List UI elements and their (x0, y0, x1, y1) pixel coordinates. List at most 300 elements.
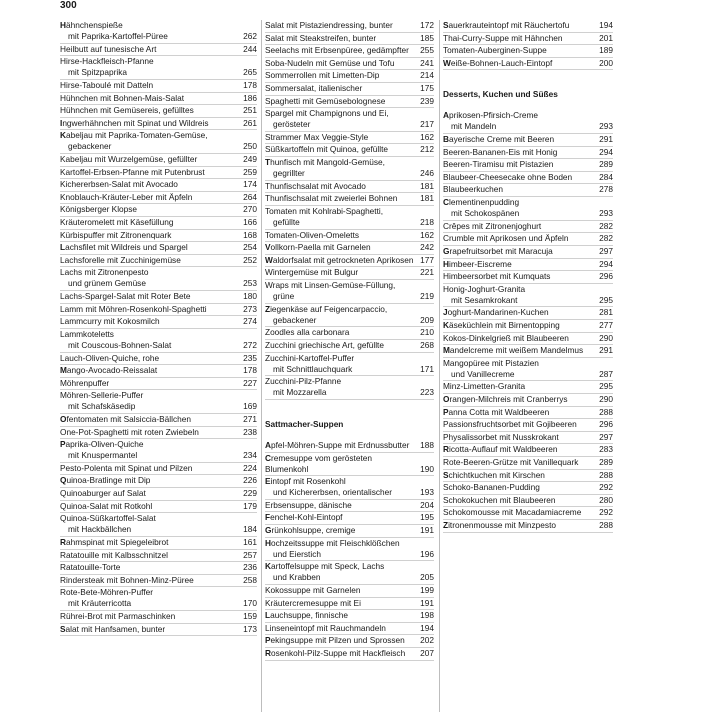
index-entry (60, 378, 257, 391)
entry-title-text: Schoko-Bananen-Pudding (443, 482, 540, 493)
entry-title-text: ähnchenspieße (66, 20, 123, 30)
entry-title-text: ochzeitssuppe mit Fleischklößchen (271, 537, 400, 548)
index-entry (265, 108, 434, 132)
entry-page-number: 188 (420, 439, 434, 450)
entry-title (265, 242, 371, 253)
entry-initial: Z (443, 519, 449, 530)
entry-title (265, 561, 384, 572)
entry-initial: K (265, 561, 271, 572)
entry-title (60, 353, 159, 364)
entry-title-text: Spaghetti mit Gemüsebolognese (265, 95, 386, 106)
index-entry (265, 58, 434, 71)
index-entry (443, 110, 613, 134)
entry-title-text: äseküchlein mit Birnentopping (449, 319, 560, 330)
entry-page-number: 212 (420, 144, 434, 155)
index-entry (265, 512, 434, 525)
entry-page-number: 177 (420, 254, 434, 265)
entry-title (443, 233, 568, 244)
entry-title (60, 513, 156, 524)
entry-page-number: 259 (243, 166, 257, 177)
entry-subtitle: und grünem Gemüse (68, 278, 146, 289)
entry-initial: T (265, 157, 271, 168)
entry-title-text: Hirse-Taboulé mit Datteln (60, 79, 154, 90)
section-heading-soups: Sattmacher-Suppen (265, 418, 344, 429)
index-entry (265, 132, 434, 145)
index-entry (265, 20, 434, 33)
entry-title-text: Wintergemüse mit Bulgur (265, 267, 359, 278)
entry-title (60, 179, 178, 190)
entry-page-number: 296 (599, 419, 613, 430)
entry-initial: K (443, 319, 449, 330)
entry-initial: Z (265, 303, 271, 314)
entry-title-text: Ratatouille mit Kalbsschnitzel (60, 549, 168, 560)
entry-page-number: 288 (599, 469, 613, 480)
entry-page-number: 170 (243, 598, 257, 609)
entry-title-text: Himbeersorbet mit Kumquats (443, 271, 551, 282)
entry-title (443, 172, 572, 183)
entry-page-number: 224 (243, 462, 257, 473)
entry-page-number: 218 (420, 217, 434, 227)
index-entry (265, 242, 434, 255)
index-column-1 (60, 20, 257, 636)
entry-page-number: 219 (420, 291, 434, 302)
entry-title (443, 259, 512, 270)
entry-initial: R (443, 444, 449, 455)
entry-title (265, 440, 409, 451)
entry-page-number: 268 (420, 339, 434, 350)
entry-page-number: 174 (243, 179, 257, 190)
entry-subtitle: mit Sesamkrokant (451, 294, 518, 305)
entry-page-number: 284 (599, 171, 613, 182)
entry-page-number: 283 (599, 444, 613, 455)
entry-page-number: 277 (599, 319, 613, 330)
entry-title (60, 56, 154, 67)
index-entry (443, 58, 613, 71)
index-entry (443, 419, 613, 432)
index-entry (443, 381, 613, 394)
entry-title-text: hunfisch mit Mangold-Gemüse, (270, 157, 385, 168)
entry-title (443, 33, 562, 44)
entry-title (265, 327, 349, 338)
entry-title (265, 33, 376, 44)
entry-page-number: 198 (420, 610, 434, 621)
section-heading-desserts: Desserts, Kuchen und Süßes (443, 89, 558, 100)
entry-title-text: Süßkartoffeln mit Quinoa, gefüllte (265, 144, 388, 155)
entry-title (443, 457, 578, 468)
entry-title-text: Lamm mit Möhren-Rosenkohl-Spaghetti (60, 303, 207, 314)
entry-page-number: 181 (420, 193, 434, 204)
index-entry (443, 444, 613, 457)
entry-title (60, 427, 199, 438)
entry-title (60, 378, 109, 389)
entry-title-text: aprika-Oliven-Quiche (65, 439, 144, 450)
entry-page-number: 191 (420, 525, 434, 536)
index-entry (60, 390, 257, 414)
entry-page-number: 189 (599, 45, 613, 56)
entry-title-text: Tomaten-Oliven-Omeletts (265, 229, 360, 240)
entry-page-number: 199 (420, 585, 434, 596)
entry-title-text: Honig-Joghurt-Granita (443, 283, 526, 294)
entry-title-text: Thunfischsalat mit Avocado (265, 180, 366, 191)
entry-title-text: Kichererbsen-Salat mit Avocado (60, 179, 178, 190)
index-entry (443, 495, 613, 508)
entry-title (60, 130, 208, 141)
index-entry (60, 44, 257, 57)
entry-title (443, 507, 581, 518)
entry-title-text: ahmspinat mit Spiegeleibrot (66, 536, 169, 547)
entry-title-text: fentomaten mit Salsiccia-Bällchen (66, 414, 191, 424)
entry-title (443, 358, 539, 369)
entry-page-number: 297 (599, 431, 613, 442)
entry-title (443, 246, 553, 257)
entry-title (265, 280, 395, 291)
entry-title-text: abeljau mit Paprika-Tomaten-Gemüse, (66, 130, 208, 141)
entry-page-number: 194 (599, 20, 613, 30)
entry-page-number: 191 (420, 597, 434, 608)
entry-title-text: Lachs-Spargel-Salat mit Roter Bete (60, 291, 191, 302)
index-entry (60, 501, 257, 514)
index-entry (60, 316, 257, 329)
entry-initial: P (265, 635, 271, 646)
index-entry (443, 333, 613, 346)
entry-initial: E (265, 476, 271, 487)
entry-title-text: Quinoaburger auf Salat (60, 488, 146, 499)
entry-title (443, 482, 540, 493)
entry-initial: O (443, 394, 450, 405)
entry-page-number: 168 (243, 229, 257, 240)
entry-title-text: auchsuppe, finnische (270, 610, 349, 621)
entry-initial: Q (60, 475, 67, 486)
index-entry (60, 192, 257, 205)
index-entry (443, 320, 613, 333)
entry-title (265, 181, 366, 192)
index-entry (443, 221, 613, 234)
entry-title (443, 284, 525, 295)
entry-subtitle: mit Schnittlauchquark (273, 363, 353, 374)
entry-page-number: 250 (243, 141, 257, 152)
entry-title-text: itronenmousse mit Minzpesto (448, 519, 556, 530)
index-entry (265, 538, 434, 562)
entry-title (60, 390, 143, 401)
entry-page-number: 291 (599, 134, 613, 145)
index-entry (265, 525, 434, 538)
entry-title (60, 439, 143, 450)
entry-title-text: Hirse-Hackfleisch-Pfanne (60, 56, 154, 67)
entry-page-number: 272 (243, 339, 257, 350)
entry-title (60, 624, 165, 635)
entry-page-number: 186 (243, 92, 257, 103)
entry-title-text: achsfilet mit Wildreis und Spargel (65, 242, 188, 253)
entry-title (443, 307, 549, 318)
entry-title-text: anna Cotta mit Waldbeeren (448, 406, 550, 417)
entry-page-number: 210 (420, 327, 434, 338)
entry-page-number: 282 (599, 233, 613, 244)
entry-page-number: 172 (420, 20, 434, 30)
entry-page-number: 278 (599, 184, 613, 195)
entry-title-text: Lachs mit Zitronenpesto (60, 267, 149, 278)
index-entry (265, 45, 434, 58)
entry-title (60, 80, 153, 91)
entry-page-number: 295 (599, 381, 613, 392)
entry-page-number: 252 (243, 254, 257, 265)
entry-title (443, 20, 569, 31)
index-entry (60, 587, 257, 611)
index-entry (265, 476, 434, 500)
entry-page-number: 249 (243, 154, 257, 165)
entry-title (443, 520, 556, 531)
index-entry (265, 70, 434, 83)
entry-title-text: Rindersteak mit Bohnen-Minz-Püree (60, 574, 194, 585)
entry-page-number: 246 (420, 168, 434, 179)
entry-initial: B (443, 134, 449, 145)
entry-title (60, 105, 194, 116)
entry-title-text: Linseneintopf mit Rauchmandeln (265, 622, 386, 633)
entry-title-text: oghurt-Mandarinen-Kuchen (447, 307, 549, 318)
entry-title (60, 587, 153, 598)
entry-initial: S (60, 623, 66, 634)
entry-page-number: 282 (599, 220, 613, 231)
entry-title (60, 255, 181, 266)
index-entry (60, 204, 257, 217)
index-entry (265, 440, 434, 453)
entry-page-number: 264 (243, 191, 257, 202)
index-entry (265, 635, 434, 648)
entry-title (60, 118, 209, 129)
index-entry (443, 159, 613, 172)
index-entry (60, 475, 257, 488)
index-entry (265, 304, 434, 328)
entry-subtitle: mit Paprika-Kartoffel-Püree (68, 31, 168, 42)
entry-page-number: 221 (420, 267, 434, 278)
entry-title (265, 512, 343, 523)
index-entry (265, 193, 434, 206)
index-entry (60, 463, 257, 476)
entry-title-text: Lauch-Oliven-Quiche, rohe (60, 352, 160, 363)
entry-title-text: Physalissorbet mit Nusskrokant (443, 431, 559, 442)
entry-title (265, 304, 387, 315)
index-entry (60, 427, 257, 440)
index-entry (265, 83, 434, 96)
index-entry (60, 562, 257, 575)
entry-title-text: Lammkoteletts (60, 328, 114, 339)
entry-page-number: 257 (243, 549, 257, 560)
entry-title-text: Strammer Max Veggie-Style (265, 131, 369, 142)
index-entry (60, 353, 257, 366)
entry-title-text: Minz-Limetten-Granita (443, 381, 526, 392)
entry-page-number: 294 (599, 146, 613, 157)
entry-initial: F (265, 512, 271, 523)
entry-title (60, 242, 188, 253)
entry-page-number: 184 (243, 524, 257, 535)
entry-page-number: 242 (420, 242, 434, 253)
entry-page-number: 207 (420, 648, 434, 658)
entry-title-text: Tomaten mit Kohlrabi-Spaghetti, (265, 205, 384, 216)
entry-page-number: 270 (243, 204, 257, 215)
entry-initial: L (60, 242, 66, 253)
entry-title-text: enchel-Kohl-Eintopf (270, 512, 343, 523)
index-entry (443, 507, 613, 520)
entry-title (60, 154, 197, 165)
entry-initial: G (265, 525, 272, 536)
entry-initial: R (60, 536, 66, 547)
entry-title-text: ollkorn-Paella mit Garnelen (270, 242, 371, 253)
entry-page-number: 294 (599, 258, 613, 269)
entry-page-number: 173 (243, 623, 257, 634)
entry-title-text: Salat mit Pistaziendressing, bunter (265, 20, 393, 30)
entry-page-number: 288 (599, 406, 613, 417)
entry-title-text: rünkohlsuppe, cremige (271, 525, 356, 536)
index-entry (265, 340, 434, 353)
entry-page-number: 241 (420, 57, 434, 68)
entry-initial: H (265, 537, 271, 548)
entry-page-number: 202 (420, 635, 434, 646)
entry-title (443, 159, 553, 170)
entry-title-text: One-Pot-Spaghetti mit roten Zwiebeln (60, 426, 199, 437)
entry-subtitle: und Kichererbsen, orientalischer (273, 487, 392, 498)
entry-title (265, 525, 355, 536)
entry-title-text: Salat mit Steakstreifen, bunter (265, 32, 377, 43)
entry-initial: A (443, 110, 449, 121)
entry-subtitle: und Eierstich (273, 548, 321, 559)
entry-title (60, 304, 207, 315)
index-entry (60, 179, 257, 192)
entry-page-number: 253 (243, 278, 257, 289)
entry-title-text: icotta-Auflauf mit Waldbeeren (449, 444, 558, 455)
entry-page-number: 217 (420, 119, 434, 130)
entry-page-number: 175 (420, 82, 434, 93)
index-entry (443, 457, 613, 470)
index-entry (443, 259, 613, 272)
entry-title (60, 463, 192, 474)
index-entry (443, 358, 613, 382)
entry-subtitle: gegrillter (273, 168, 305, 179)
index-entry (60, 365, 257, 378)
entry-title (60, 475, 150, 486)
index-entry (60, 118, 257, 131)
entry-title-text: Thai-Curry-Suppe mit Hähnchen (443, 32, 563, 43)
entry-page-number: 274 (243, 316, 257, 327)
entry-title-text: prikosen-Pfirsich-Creme (449, 110, 538, 121)
index-entry (60, 167, 257, 180)
entry-initial: W (265, 254, 273, 265)
entry-title (265, 206, 383, 217)
index-entry (60, 439, 257, 463)
entry-page-number: 239 (420, 95, 434, 106)
entry-title (265, 500, 352, 511)
index-entry (60, 304, 257, 317)
entry-title-text: chichtkuchen mit Kirschen (448, 469, 545, 480)
entry-initial: L (265, 610, 271, 621)
entry-title-text: artoffelsuppe mit Speck, Lachs (271, 561, 385, 572)
entry-title-text: Ratatouille-Torte (60, 562, 121, 573)
index-entry (265, 623, 434, 636)
entry-title (265, 610, 348, 621)
index-entry (265, 280, 434, 304)
entry-title-text: ekingsuppe mit Pilzen und Sprossen (270, 635, 405, 646)
entry-title-text: Sommersalat, italienischer (265, 82, 363, 93)
entry-title (60, 20, 168, 31)
entry-page-number: 179 (243, 500, 257, 511)
entry-page-number: 244 (243, 43, 257, 54)
entry-initial: K (60, 130, 66, 141)
entry-page-number: 262 (243, 31, 257, 42)
index-entry (60, 154, 257, 167)
entry-title-text: alat mit Hanfsamen, bunter (65, 623, 166, 634)
entry-title-text: auerkrauteintopf mit Räuchertofu (448, 20, 570, 30)
entry-title-text: Crumble mit Aprikosen und Äpfeln (443, 233, 569, 244)
entry-page-number: 204 (420, 499, 434, 510)
column-divider (439, 20, 440, 712)
entry-title-text: Blaubeer-Cheesecake ohne Boden (443, 171, 573, 182)
entry-subtitle: mit Schokospänen (451, 208, 520, 219)
entry-title-text: Quinoa-Süßkartoffel-Salat (60, 513, 156, 524)
index-entry (265, 255, 434, 268)
entry-title (60, 204, 137, 215)
entry-title (443, 184, 503, 195)
entry-title-text: Zucchini-Kartoffel-Puffer (265, 352, 355, 363)
page-number: 300 (60, 0, 77, 11)
entry-title-text: Möhren-Sellerie-Puffer (60, 390, 144, 401)
entry-page-number: 287 (599, 368, 613, 379)
entry-page-number: 209 (420, 314, 434, 325)
entry-title-text: Beeren-Tiramisu mit Pistazien (443, 159, 554, 170)
index-entry (265, 33, 434, 46)
entry-initial: J (443, 307, 448, 318)
entry-title (443, 134, 554, 145)
entry-initial: H (443, 258, 449, 269)
entry-initial: W (443, 57, 451, 68)
entry-title-text: Rote-Beeren-Grütze mit Vanillequark (443, 457, 579, 467)
entry-title (60, 575, 194, 586)
entry-title (265, 376, 341, 387)
entry-title-text: Beeren-Bananen-Eis mit Honig (443, 146, 558, 157)
entry-title (60, 550, 168, 561)
entry-page-number: 251 (243, 105, 257, 116)
entry-initial: V (265, 242, 271, 253)
entry-title-text: Kräuteromelett mit Käsefüllung (60, 217, 174, 227)
entry-page-number: 214 (420, 70, 434, 81)
entry-title-text: Rührei-Brot mit Parmaschinken (60, 611, 176, 621)
entry-page-number: 162 (420, 131, 434, 142)
entry-title-text: Spargel mit Champignons und Ei, (265, 108, 389, 119)
entry-title (265, 70, 379, 81)
entry-page-number: 254 (243, 242, 257, 253)
index-entry (443, 246, 613, 259)
entry-title (265, 144, 388, 155)
entry-page-number: 169 (243, 401, 257, 412)
index-entry (60, 230, 257, 243)
entry-title (443, 197, 519, 208)
index-entry (265, 157, 434, 181)
entry-page-number: 271 (243, 414, 257, 424)
entry-title (60, 192, 192, 203)
entry-title (265, 58, 394, 69)
entry-subtitle: mit Couscous-Bohnen-Salat (68, 339, 172, 350)
entry-page-number: 178 (243, 365, 257, 376)
index-entry (265, 561, 434, 585)
index-entry (265, 585, 434, 598)
entry-title-text: Wraps mit Linsen-Gemüse-Füllung, (265, 279, 396, 290)
entry-page-number: 236 (243, 562, 257, 573)
index-entry (443, 184, 613, 197)
entry-title (60, 291, 191, 302)
entry-subtitle: gebackener (68, 141, 112, 152)
entry-page-number: 205 (420, 572, 434, 583)
entry-title (265, 635, 405, 646)
index-entry (443, 147, 613, 160)
entry-subtitle: mit Kräuterricotta (68, 598, 132, 609)
entry-title-text: uinoa-Bratlinge mit Dip (66, 475, 151, 486)
